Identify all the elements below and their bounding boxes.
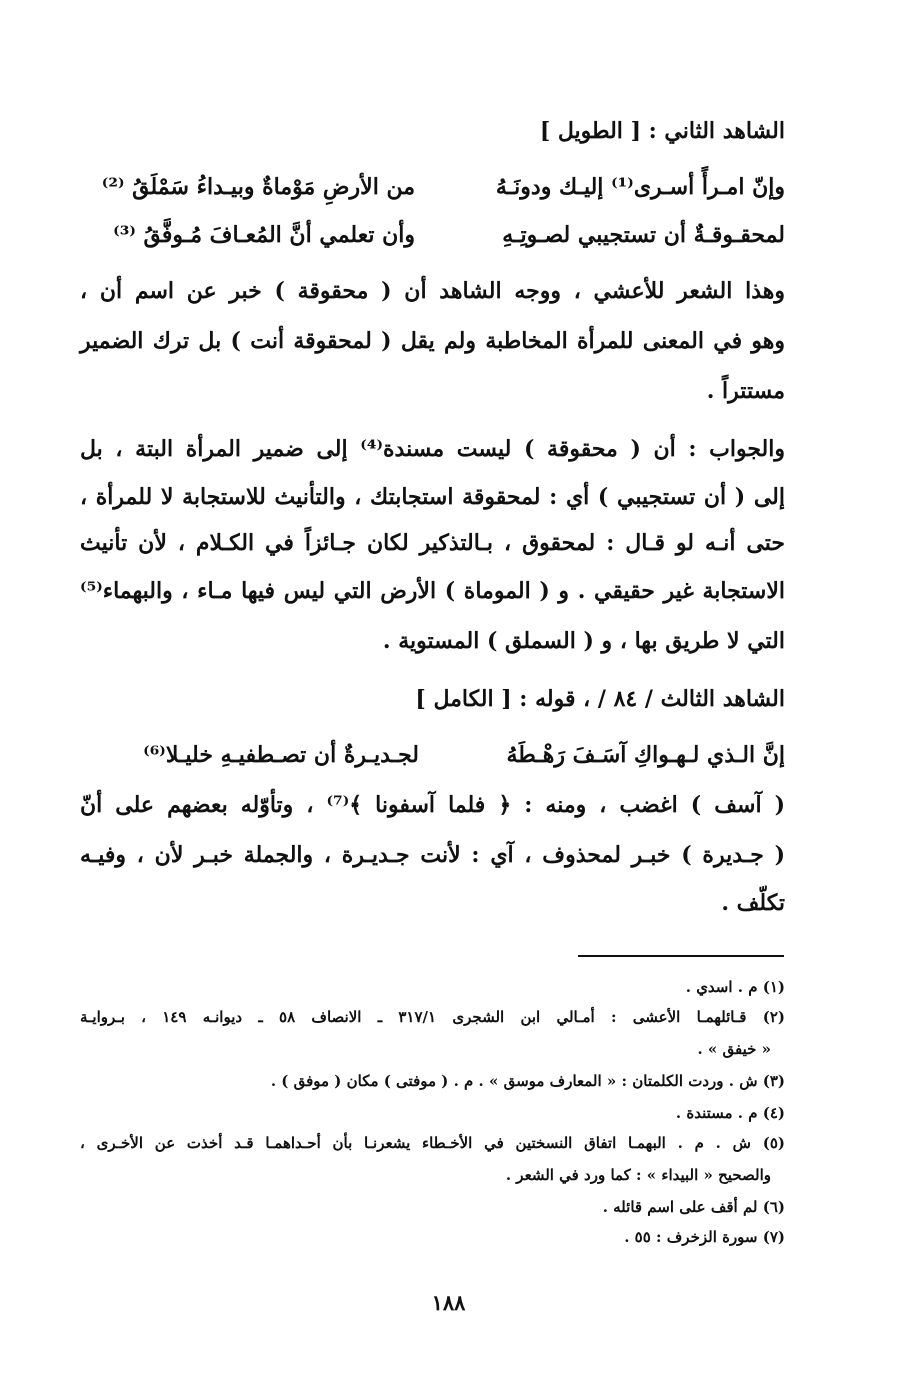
footnote-2-continuation: « خيفق » . bbox=[697, 1040, 771, 1058]
heading-second-witness: الشاهد الثاني : [ الطويل ] bbox=[539, 118, 785, 144]
footnote-1: (١) م . اسدي . bbox=[685, 978, 785, 996]
footnote-2: (٢) قـائلهمـا الأعشى : أمـالي ابن الشجرى ٣١٧/١ ـ الانصاف ٥٨ ـ ديوانـه ١٤٩ ، بـروايـة bbox=[80, 1008, 785, 1026]
page-number: ١٨٨ bbox=[431, 1290, 466, 1315]
paragraph-line: وهذا الشعر للأعشي ، ووجه الشاهد أن ( محقوقة ) خبر عن اسم أن ، bbox=[80, 278, 785, 304]
footnote-separator bbox=[578, 955, 784, 957]
paragraph-line: الاستجابة غير حقيقي . و ( الموماة ) الأرض التي ليس فيها مـاء ، والبهماء⁽⁵⁾ bbox=[80, 578, 785, 604]
footnote-4: (٤) م . مستندة . bbox=[675, 1104, 785, 1122]
paragraph-line: والجواب : أن ( محقوقة ) ليست مسندة⁽⁴⁾ إلى ضمير المرأة البتة ، بل bbox=[80, 436, 785, 462]
heading-third-witness: الشاهد الثالث / ٨٤ / ، قوله : [ الكامل ] bbox=[415, 686, 785, 712]
paragraph-line: ( جـديرة ) خبـر لمحذوف ، آي : لأنت جـديـرة ، والجملة خبـر لأن ، وفيـه bbox=[80, 842, 785, 868]
paragraph-line: التي لا طريق بها ، و ( السملق ) المستوية . bbox=[382, 628, 785, 654]
verse-3-first-hemistich: إنَّ الـذي لـهـواكِ آسَـفَ رَهْـطَهُ bbox=[506, 742, 785, 768]
footnote-3: (٣) ش . وردت الكلمتان : « المعارف موسق » . م . ( موفتى ) مكان ( موفق ) . bbox=[270, 1072, 785, 1090]
footnote-5: (٥) ش . م . البهمـا اتفاق النسختين في الأخـطاء يشعرنـا بأن أحـداهمـا قـد أخذت عن الأخـرى ، bbox=[80, 1134, 785, 1152]
paragraph-line: وهو في المعنى للمرأة المخاطبة ولم يقل ( لمحقوقة أنت ) بل ترك الضمير bbox=[80, 328, 785, 354]
footnote-7: (٧) سورة الزخرف : ٥٥ . bbox=[624, 1228, 785, 1246]
verse-3-second-hemistich: لجـديـرةٌ أن تصـطفيـهِ خليـلا⁽⁶⁾ bbox=[143, 742, 419, 768]
paragraph-line: حتى أنـه لو قـال : لمحقوق ، بـالتذكير لكان جـائزاً في الكـلام ، لأن تأنيث bbox=[80, 530, 785, 556]
paragraph-line: ( آسف ) اغضب ، ومنه : ﴿ فلما آسفونا ﴾⁽⁷⁾ ، وتأوّله بعضهم على أنّ bbox=[80, 792, 786, 818]
paragraph-line: تكلّف . bbox=[721, 890, 785, 916]
paragraph-line: إلى ( أن تستجيبي ) أي : لمحقوقة استجابتك ، والتأنيث للاستجابة لا للمرأة ، bbox=[80, 484, 785, 510]
footnote-6: (٦) لم أقف على اسم قائله . bbox=[602, 1198, 785, 1216]
verse-1-second-hemistich: من الأرضِ مَوْماةٌ وبيـداءُ سَمْلَقُ ⁽²⁾ bbox=[101, 174, 415, 200]
verse-1-first-hemistich: وإنّ امـرأً أسـرى⁽¹⁾ إليـك ودونَـهُ bbox=[495, 174, 785, 200]
paragraph-line: مستتراً . bbox=[706, 378, 785, 404]
verse-2-second-hemistich: وأن تعلمي أنَّ المُعـافَ مُـوفَّقُ ⁽³⁾ bbox=[113, 222, 415, 248]
verse-2-first-hemistich: لمحقـوقـةٌ أن تستجيبي لصـوتِـهِ bbox=[502, 222, 785, 248]
footnote-5-continuation: والصحيح « البيداء » : كما ورد في الشعر . bbox=[505, 1166, 771, 1184]
